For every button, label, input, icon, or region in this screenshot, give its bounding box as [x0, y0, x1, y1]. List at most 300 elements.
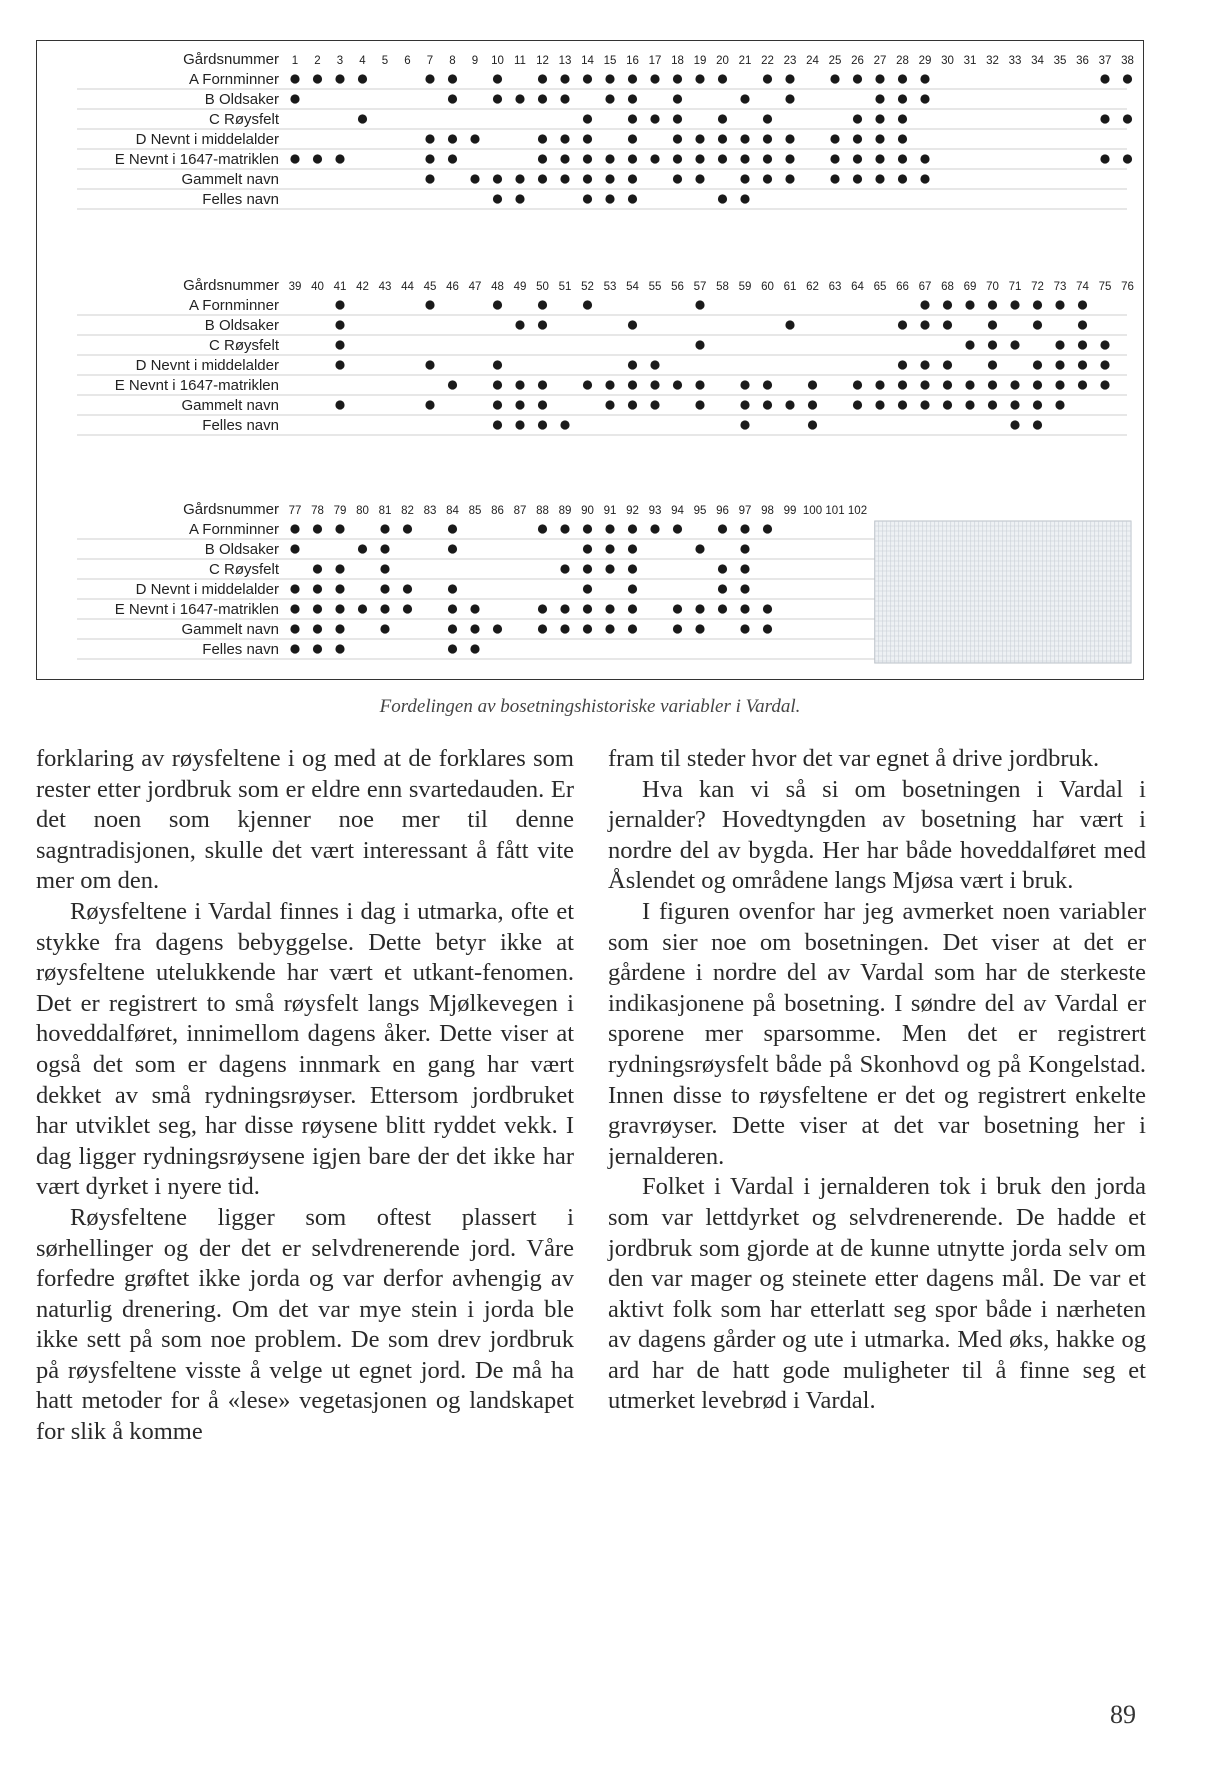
presence-dot [875, 174, 884, 183]
presence-dot [448, 544, 457, 553]
farm-number: 67 [918, 281, 932, 293]
farm-number: 1 [291, 55, 299, 67]
presence-dot [1055, 340, 1064, 349]
presence-dot [740, 420, 749, 429]
farm-number: 91 [603, 505, 617, 517]
presence-dot [920, 74, 929, 83]
presence-dot [830, 74, 839, 83]
presence-dot [470, 624, 479, 633]
presence-dot [538, 320, 547, 329]
paragraph: Hva kan vi så si om bosetningen i Vardal i jernalder? Hovedtyngden av bosetning har vært i nordre del av bygda. Her har både hoveddalføret med Åslendet og områdene langs Mjøsa vært i bruk. [608, 775, 1146, 895]
presence-dot [335, 320, 344, 329]
presence-dot [335, 400, 344, 409]
farm-number: 76 [1121, 281, 1134, 293]
presence-dot [1078, 360, 1087, 369]
presence-dot [335, 624, 344, 633]
presence-dot [538, 400, 547, 409]
presence-dot [538, 94, 547, 103]
presence-dot [583, 524, 592, 533]
text-column-left [36, 744, 574, 1448]
presence-dot [605, 544, 614, 553]
presence-dot [538, 134, 547, 143]
presence-dot [650, 524, 659, 533]
presence-dot [718, 524, 727, 533]
farm-number: 77 [288, 505, 302, 517]
presence-dot [695, 154, 704, 163]
presence-dot [538, 174, 547, 183]
farm-number: 55 [648, 281, 662, 293]
presence-dot [920, 94, 929, 103]
presence-dot [628, 194, 637, 203]
farm-number: 81 [378, 505, 392, 517]
row-label: Felles navn [202, 191, 279, 208]
farm-number: 51 [558, 281, 572, 293]
presence-dot [403, 584, 412, 593]
presence-dot [898, 380, 907, 389]
presence-dot [1010, 400, 1019, 409]
presence-dot [515, 174, 524, 183]
presence-dot [875, 400, 884, 409]
presence-dot [1033, 400, 1042, 409]
presence-dot [650, 114, 659, 123]
farm-number: 38 [1121, 55, 1134, 67]
presence-dot [695, 604, 704, 613]
presence-dot [695, 174, 704, 183]
presence-dot [785, 400, 794, 409]
presence-dot [853, 380, 862, 389]
presence-dot [605, 524, 614, 533]
presence-dot [853, 114, 862, 123]
farm-number: 33 [1008, 55, 1022, 67]
row-label: B Oldsaker [204, 91, 279, 108]
farm-number: 96 [716, 505, 729, 517]
figure-box [36, 40, 1144, 680]
presence-dot [583, 154, 592, 163]
farm-number: 80 [356, 505, 369, 517]
presence-dot [920, 320, 929, 329]
farm-number: 70 [986, 281, 999, 293]
presence-dot [560, 524, 569, 533]
presence-dot [605, 564, 614, 573]
presence-dot [920, 300, 929, 309]
farm-number: 64 [851, 281, 864, 293]
dot-matrix-figure [37, 41, 1143, 679]
farm-number: 99 [783, 505, 797, 517]
presence-dot [583, 544, 592, 553]
presence-dot [628, 380, 637, 389]
farm-number: 4 [359, 55, 366, 67]
presence-dot [628, 584, 637, 593]
farm-number: 98 [761, 505, 774, 517]
presence-dot [628, 544, 637, 553]
presence-dot [763, 524, 772, 533]
presence-dot [448, 604, 457, 613]
presence-dot [335, 564, 344, 573]
presence-dot [853, 400, 862, 409]
presence-dot [1010, 340, 1019, 349]
presence-dot [583, 74, 592, 83]
presence-dot [448, 584, 457, 593]
presence-dot [515, 420, 524, 429]
row-label: Gårdsnummer [183, 501, 279, 518]
presence-dot [538, 604, 547, 613]
presence-dot [763, 604, 772, 613]
farm-number: 82 [401, 505, 414, 517]
presence-dot [493, 360, 502, 369]
presence-dot [538, 380, 547, 389]
presence-dot [763, 134, 772, 143]
presence-dot [290, 604, 299, 613]
paragraph: Røysfeltene ligger som oftest plassert i sørhellinger og der det er selvdrenerende jord. Våre forfedre grøftet ikke jorda og var derfor avhengig av naturlig drenering. Om det var mye stein i jorda ble ikke sett på som noe problem. De som drev jordbruk på røysfeltene visste å velge ut egnet jord. De må ha hatt metoder for å «lese» vegetasjonen og landskapet for slik å komme [36, 1203, 574, 1446]
presence-dot [740, 174, 749, 183]
presence-dot [1078, 340, 1087, 349]
presence-dot [380, 604, 389, 613]
farm-number: 48 [491, 281, 504, 293]
presence-dot [830, 174, 839, 183]
presence-dot [313, 604, 322, 613]
presence-dot [650, 360, 659, 369]
presence-dot [448, 624, 457, 633]
presence-dot [313, 74, 322, 83]
farm-number: 69 [963, 281, 977, 293]
presence-dot [605, 624, 614, 633]
farm-number: 90 [581, 505, 594, 517]
presence-dot [1055, 380, 1064, 389]
presence-dot [403, 604, 412, 613]
presence-dot [943, 300, 952, 309]
presence-dot [965, 380, 974, 389]
presence-dot [538, 524, 547, 533]
presence-dot [740, 400, 749, 409]
presence-dot [740, 524, 749, 533]
presence-dot [290, 524, 299, 533]
row-label: C Røysfelt [208, 561, 279, 578]
presence-dot [920, 154, 929, 163]
farm-number: 95 [693, 505, 707, 517]
paragraph: forklaring av røysfeltene i og med at de forklares som rester etter jordbruk som er eldre enn svartedauden. Er det noen som kjenner noe mer til denne sagntradisjonen, skulle det vært interessant å fått vite mer om den. [36, 745, 574, 895]
presence-dot [1055, 400, 1064, 409]
farm-number: 79 [333, 505, 347, 517]
farm-number: 17 [648, 55, 662, 67]
row-label: A Fornminner [188, 297, 279, 314]
presence-dot [763, 174, 772, 183]
presence-dot [1123, 154, 1132, 163]
presence-dot [920, 400, 929, 409]
presence-dot [313, 644, 322, 653]
presence-dot [785, 320, 794, 329]
presence-dot [875, 74, 884, 83]
presence-dot [380, 544, 389, 553]
farm-number: 97 [738, 505, 752, 517]
presence-dot [853, 74, 862, 83]
presence-dot [898, 400, 907, 409]
presence-dot [605, 400, 614, 409]
presence-dot [560, 564, 569, 573]
presence-dot [695, 74, 704, 83]
presence-dot [1123, 114, 1132, 123]
presence-dot [515, 320, 524, 329]
presence-dot [1078, 380, 1087, 389]
farm-number: 19 [693, 55, 707, 67]
farm-number: 16 [626, 55, 639, 67]
presence-dot [1078, 320, 1087, 329]
presence-dot [470, 644, 479, 653]
farm-number: 65 [873, 281, 887, 293]
presence-dot [1055, 360, 1064, 369]
row-label: Felles navn [202, 641, 279, 658]
presence-dot [763, 74, 772, 83]
row-label: B Oldsaker [204, 317, 279, 334]
presence-dot [560, 624, 569, 633]
presence-dot [380, 524, 389, 533]
presence-dot [718, 154, 727, 163]
presence-dot [718, 114, 727, 123]
presence-dot [290, 154, 299, 163]
text-column-right [608, 744, 1146, 1417]
presence-dot [718, 604, 727, 613]
presence-dot [605, 380, 614, 389]
presence-dot [628, 94, 637, 103]
presence-dot [1100, 154, 1109, 163]
presence-dot [898, 114, 907, 123]
presence-dot [335, 300, 344, 309]
presence-dot [785, 134, 794, 143]
farm-number: 101 [825, 505, 845, 517]
figure-caption: Fordelingen av bosetningshistoriske variabler i Vardal. [379, 696, 801, 717]
farm-number: 93 [648, 505, 662, 517]
presence-dot [493, 400, 502, 409]
farm-number: 13 [558, 55, 572, 67]
presence-dot [628, 604, 637, 613]
presence-dot [830, 154, 839, 163]
farm-number: 15 [603, 55, 617, 67]
presence-dot [988, 400, 997, 409]
presence-dot [1033, 320, 1042, 329]
farm-number: 41 [333, 281, 347, 293]
presence-dot [695, 544, 704, 553]
presence-dot [965, 300, 974, 309]
row-label: A Fornminner [188, 521, 279, 538]
presence-dot [695, 340, 704, 349]
presence-dot [628, 74, 637, 83]
farm-number: 10 [491, 55, 504, 67]
presence-dot [740, 194, 749, 203]
presence-dot [673, 94, 682, 103]
farm-number: 11 [514, 55, 526, 67]
farm-number: 14 [581, 55, 594, 67]
row-label: Gårdsnummer [183, 277, 279, 294]
presence-dot [628, 174, 637, 183]
farm-number: 6 [404, 55, 411, 67]
presence-dot [560, 604, 569, 613]
presence-dot [695, 400, 704, 409]
presence-dot [718, 134, 727, 143]
presence-dot [583, 114, 592, 123]
farm-number: 45 [423, 281, 437, 293]
presence-dot [560, 74, 569, 83]
presence-dot [470, 174, 479, 183]
farm-number: 21 [738, 55, 752, 67]
presence-dot [583, 380, 592, 389]
presence-dot [448, 154, 457, 163]
presence-dot [673, 604, 682, 613]
presence-dot [628, 114, 637, 123]
farm-number: 30 [941, 55, 954, 67]
presence-dot [785, 174, 794, 183]
presence-dot [335, 360, 344, 369]
presence-dot [313, 564, 322, 573]
paragraph: Røysfeltene i Vardal finnes i dag i utmarka, ofte et stykke fra dagens bebyggelse. Dette betyr ikke at røysfeltene utelukkende har vært et utkant-fenomen. Det er registrert to små røysfelt langs Mjølkevegen i hoveddalføret, innimellom dagens åker. Dette viser at også det som er dagens innmark en gang har vært dekket av små rydningsrøyser. Ettersom jordbruket har utviklet seg, har disse røysene blitt ryddet vekk. I dag ligger rydningsrøysene igjen bare der det ikke har vært dyrket i nyere tid. [36, 897, 574, 1201]
presence-dot [808, 400, 817, 409]
presence-dot [448, 524, 457, 533]
farm-number: 53 [603, 281, 617, 293]
presence-dot [448, 644, 457, 653]
presence-dot [425, 154, 434, 163]
presence-dot [695, 624, 704, 633]
presence-dot [583, 604, 592, 613]
farm-number: 5 [381, 55, 389, 67]
presence-dot [538, 624, 547, 633]
presence-dot [560, 174, 569, 183]
presence-dot [673, 154, 682, 163]
paragraph: Folket i Vardal i jernalderen tok i bruk den jorda som var lettdyrket og selvdrenerende. De hadde et jordbruk som gjorde at de kunne utnytte jorda selv om den var mager og steinete etter dagens mål. De var et aktivt folk som har etterlatt seg spor både i nærheten av dagens gårder og ute i utmarka. Med øks, hakke og ard har de hatt gode muligheter til å finne seg et utmerket levebrød i Vardal. [608, 1173, 1146, 1415]
row-label: Felles navn [202, 417, 279, 434]
presence-dot [403, 524, 412, 533]
presence-dot [1100, 114, 1109, 123]
row-label: C Røysfelt [208, 337, 279, 354]
presence-dot [695, 134, 704, 143]
farm-number: 73 [1053, 281, 1067, 293]
presence-dot [605, 194, 614, 203]
presence-dot [515, 194, 524, 203]
farm-number: 7 [426, 55, 434, 67]
presence-dot [1033, 420, 1042, 429]
farm-number: 35 [1053, 55, 1067, 67]
presence-dot [1033, 360, 1042, 369]
presence-dot [988, 340, 997, 349]
presence-dot [988, 300, 997, 309]
farm-number: 27 [873, 55, 887, 67]
presence-dot [740, 380, 749, 389]
presence-dot [1033, 380, 1042, 389]
presence-dot [830, 134, 839, 143]
presence-dot [1033, 300, 1042, 309]
presence-dot [898, 94, 907, 103]
row-label: Gammelt navn [181, 397, 279, 414]
farm-number: 94 [671, 505, 684, 517]
presence-dot [740, 624, 749, 633]
farm-number: 28 [896, 55, 909, 67]
presence-dot [583, 564, 592, 573]
presence-dot [740, 544, 749, 553]
presence-dot [740, 154, 749, 163]
presence-dot [898, 320, 907, 329]
presence-dot [605, 94, 614, 103]
presence-dot [290, 94, 299, 103]
farm-number: 54 [626, 281, 639, 293]
row-label: C Røysfelt [208, 111, 279, 128]
presence-dot [898, 174, 907, 183]
presence-dot [448, 74, 457, 83]
presence-dot [1100, 340, 1109, 349]
presence-dot [1010, 380, 1019, 389]
presence-dot [313, 524, 322, 533]
farm-number: 32 [986, 55, 999, 67]
presence-dot [1123, 74, 1132, 83]
presence-dot [605, 74, 614, 83]
farm-number: 59 [738, 281, 752, 293]
farm-number: 26 [851, 55, 864, 67]
presence-dot [560, 154, 569, 163]
farm-number: 29 [918, 55, 932, 67]
paragraph: fram til steder hvor det var egnet å drive jordbruk. [608, 745, 1100, 772]
farm-number: 49 [513, 281, 527, 293]
presence-dot [988, 360, 997, 369]
presence-dot [718, 564, 727, 573]
presence-dot [650, 74, 659, 83]
presence-dot [493, 194, 502, 203]
presence-dot [313, 154, 322, 163]
presence-dot [538, 420, 547, 429]
presence-dot [650, 400, 659, 409]
presence-dot [290, 584, 299, 593]
presence-dot [425, 300, 434, 309]
presence-dot [358, 544, 367, 553]
farm-number: 12 [536, 55, 549, 67]
presence-dot [313, 584, 322, 593]
presence-dot [740, 94, 749, 103]
farm-number: 74 [1076, 281, 1089, 293]
farm-number: 34 [1031, 55, 1044, 67]
farm-number: 37 [1098, 55, 1112, 67]
presence-dot [628, 564, 637, 573]
presence-dot [875, 380, 884, 389]
row-label: E Nevnt i 1647-matriklen [114, 151, 279, 168]
presence-dot [898, 134, 907, 143]
presence-dot [515, 380, 524, 389]
farm-number: 3 [336, 55, 344, 67]
presence-dot [673, 134, 682, 143]
presence-dot [425, 74, 434, 83]
presence-dot [493, 380, 502, 389]
farm-number: 24 [806, 55, 819, 67]
presence-dot [673, 74, 682, 83]
row-label: D Nevnt i middelalder [135, 581, 279, 598]
presence-dot [763, 114, 772, 123]
presence-dot [875, 154, 884, 163]
farm-number: 72 [1031, 281, 1044, 293]
presence-dot [853, 154, 862, 163]
presence-dot [695, 380, 704, 389]
presence-dot [763, 400, 772, 409]
presence-dot [920, 360, 929, 369]
presence-dot [560, 420, 569, 429]
farm-number: 20 [716, 55, 729, 67]
presence-dot [538, 154, 547, 163]
presence-dot [470, 604, 479, 613]
presence-dot [808, 380, 817, 389]
presence-dot [1010, 420, 1019, 429]
row-label: Gårdsnummer [183, 51, 279, 68]
presence-dot [313, 624, 322, 633]
presence-dot [583, 584, 592, 593]
presence-dot [290, 544, 299, 553]
presence-dot [425, 174, 434, 183]
presence-dot [425, 134, 434, 143]
presence-dot [493, 94, 502, 103]
presence-dot [335, 74, 344, 83]
farm-number: 43 [378, 281, 392, 293]
